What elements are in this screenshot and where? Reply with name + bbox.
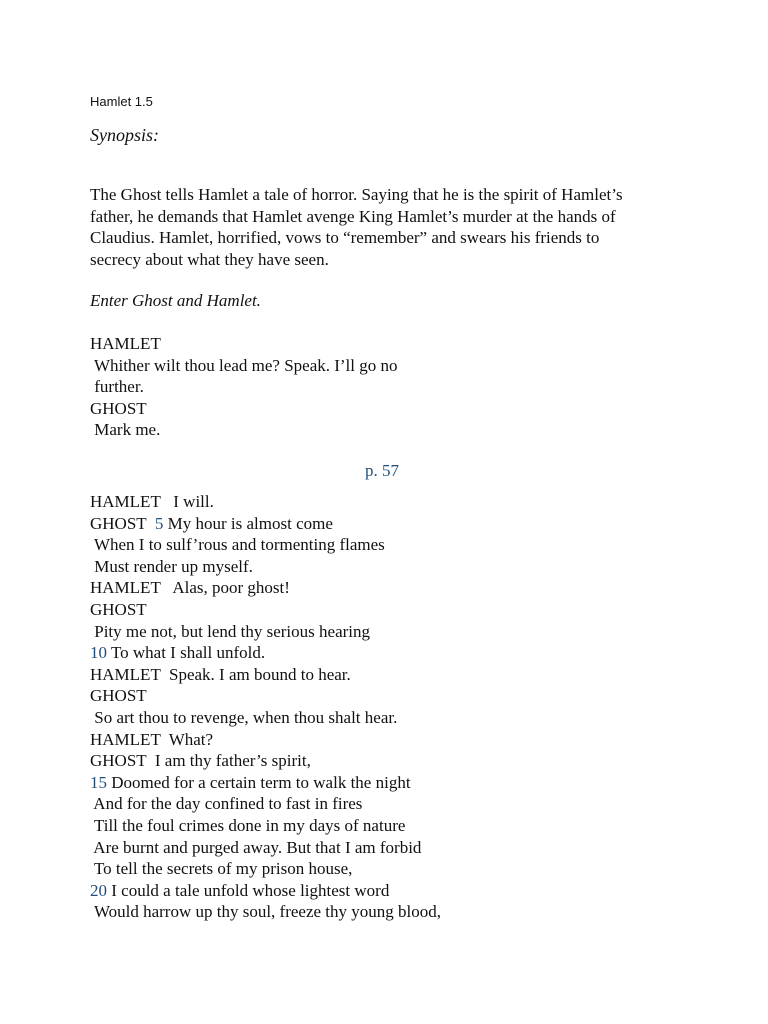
script-line bbox=[90, 664, 650, 686]
script-line bbox=[90, 901, 650, 923]
speaker-label: GHOST bbox=[90, 513, 155, 533]
line-text: Pity me not, but lend thy serious hearing bbox=[90, 621, 370, 641]
script-line bbox=[90, 793, 650, 815]
script-line bbox=[90, 513, 650, 535]
synopsis-line: secrecy about what they have seen. bbox=[90, 249, 329, 269]
script-block-bottom bbox=[90, 491, 650, 923]
synopsis-line: Claudius. Hamlet, horrified, vows to “remember” and swears his friends to bbox=[90, 228, 600, 247]
script-line bbox=[90, 621, 650, 643]
line-text: Are burnt and purged away. But that I am forbid bbox=[90, 837, 422, 857]
line-text: Must render up myself. bbox=[90, 556, 253, 576]
line-text: HAMLET Alas, poor ghost! bbox=[90, 578, 290, 598]
line-number: 15 bbox=[90, 772, 107, 792]
line-text: GHOST bbox=[90, 398, 147, 418]
stage-direction: Enter Ghost and Hamlet. bbox=[90, 291, 261, 310]
script-line bbox=[90, 858, 650, 880]
script-block-top bbox=[90, 333, 650, 441]
line-text: Doomed for a certain term to walk the night bbox=[107, 772, 411, 792]
script-line bbox=[90, 880, 650, 902]
script-line bbox=[90, 419, 650, 441]
script-line bbox=[90, 577, 650, 599]
line-number: 5 bbox=[154, 513, 164, 533]
script-line bbox=[90, 685, 650, 707]
script-line bbox=[90, 837, 650, 859]
line-text: GHOST bbox=[90, 686, 147, 706]
script-line bbox=[90, 772, 650, 794]
script-line bbox=[90, 355, 650, 377]
script-line bbox=[90, 534, 650, 556]
line-text: To what I shall unfold. bbox=[107, 643, 266, 663]
synopsis-heading: Synopsis: bbox=[90, 125, 159, 145]
script-line bbox=[90, 491, 650, 513]
script-line bbox=[90, 729, 650, 751]
line-text: My hour is almost come bbox=[163, 513, 333, 533]
line-text: Mark me. bbox=[90, 420, 161, 440]
line-text: GHOST bbox=[90, 599, 147, 619]
line-number: 20 bbox=[90, 880, 107, 900]
line-number: 10 bbox=[90, 643, 107, 663]
synopsis-line: The Ghost tells Hamlet a tale of horror. Saying that he is the spirit of Hamlet’s bbox=[90, 185, 623, 204]
line-text: HAMLET I will. bbox=[90, 492, 214, 511]
script-line bbox=[90, 556, 650, 578]
script-line bbox=[90, 642, 650, 664]
script-line bbox=[90, 815, 650, 837]
page-number: p. 57 bbox=[365, 461, 399, 480]
synopsis-line: father, he demands that Hamlet avenge King Hamlet’s murder at the hands of bbox=[90, 206, 616, 226]
line-text: Till the foul crimes done in my days of nature bbox=[90, 815, 406, 835]
document-title: Hamlet 1.5 bbox=[90, 94, 153, 109]
line-text: And for the day confined to fast in fires bbox=[90, 794, 363, 814]
line-text: HAMLET bbox=[90, 334, 161, 353]
line-text: Would harrow up thy soul, freeze thy young blood, bbox=[90, 902, 442, 922]
line-text: further. bbox=[90, 377, 144, 397]
line-text: To tell the secrets of my prison house, bbox=[90, 859, 353, 879]
line-text: Whither wilt thou lead me? Speak. I’ll go no bbox=[90, 355, 398, 375]
line-text: HAMLET What? bbox=[90, 729, 214, 749]
script-line bbox=[90, 376, 650, 398]
line-text: When I to sulf’rous and tormenting flames bbox=[90, 535, 385, 555]
script-line bbox=[90, 750, 650, 772]
script-line bbox=[90, 398, 650, 420]
line-text: GHOST I am thy father’s spirit, bbox=[90, 751, 311, 771]
script-line bbox=[90, 599, 650, 621]
synopsis-paragraph bbox=[90, 184, 690, 270]
line-text: I could a tale unfold whose lightest word bbox=[107, 880, 390, 900]
script-line bbox=[90, 333, 650, 355]
script-line bbox=[90, 707, 650, 729]
line-text: HAMLET Speak. I am bound to hear. bbox=[90, 664, 351, 684]
line-text: So art thou to revenge, when thou shalt hear. bbox=[90, 707, 398, 727]
